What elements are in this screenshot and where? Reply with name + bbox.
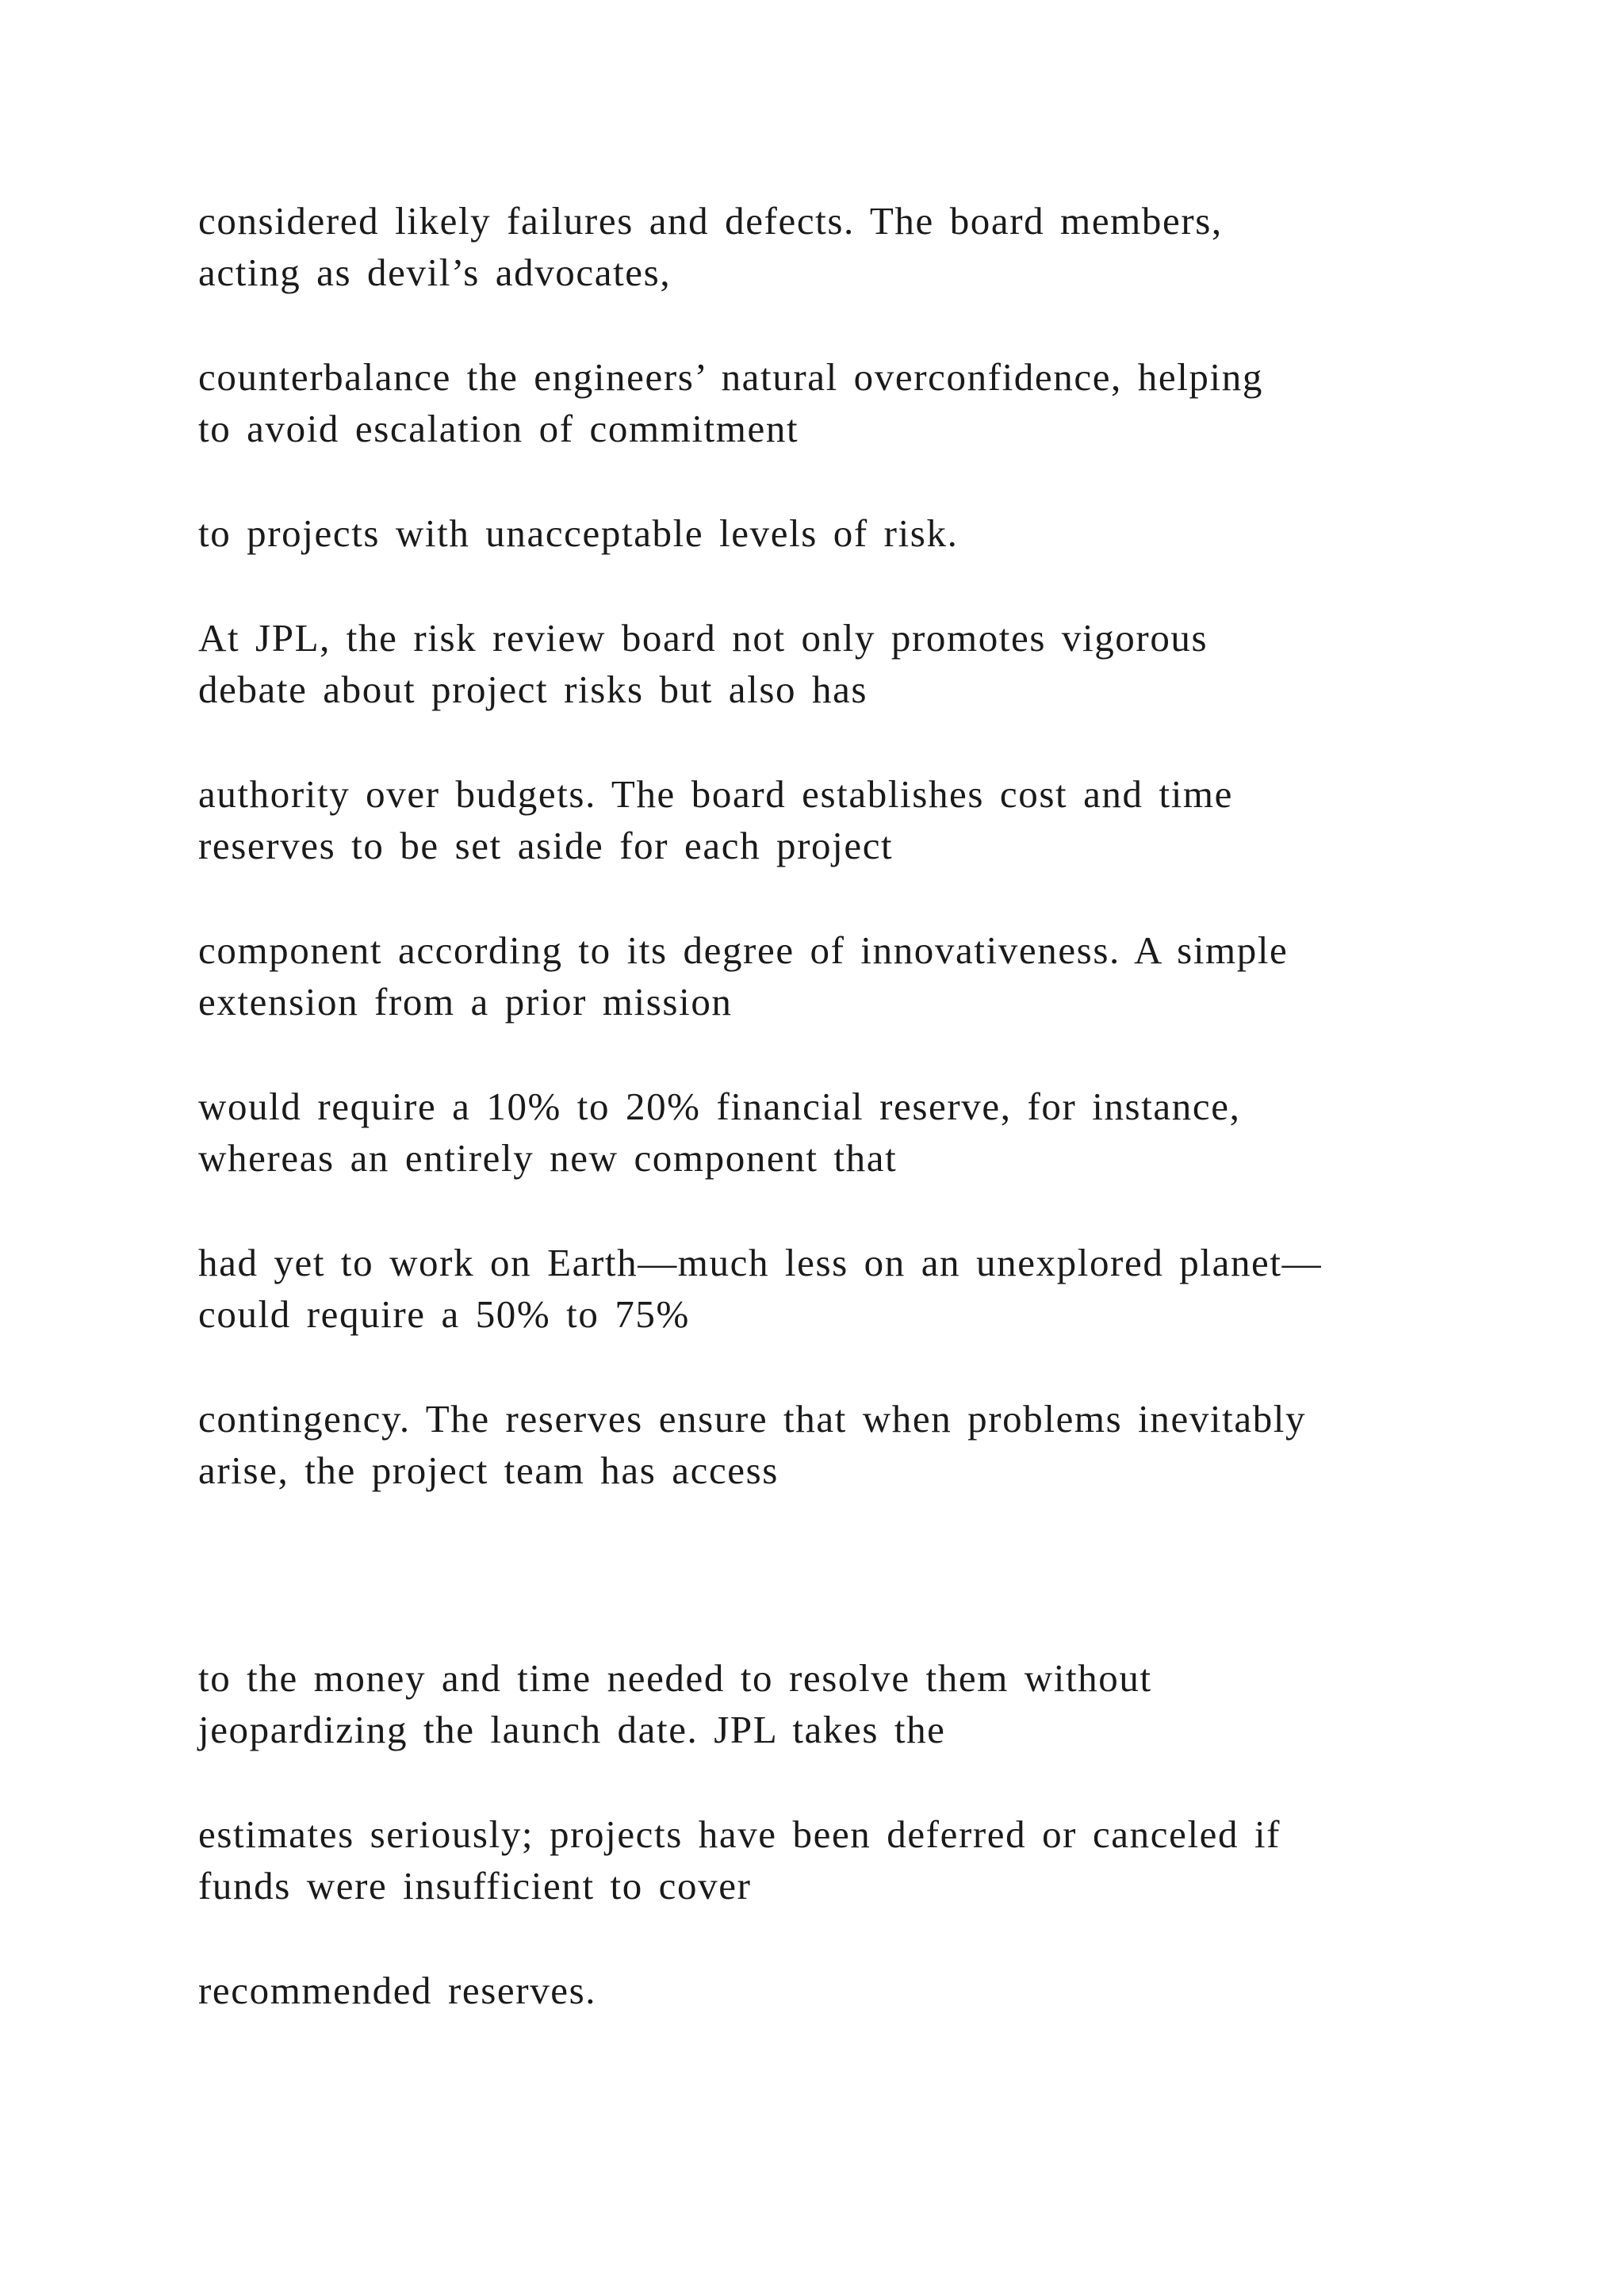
- text-line: At JPL, the risk review board not only promotes vigorous: [198, 616, 1208, 660]
- paragraph-3: [198, 507, 1499, 559]
- text-line: had yet to work on Earth—much less on an unexplored planet—: [198, 1241, 1323, 1284]
- paragraph-7: [198, 1081, 1499, 1184]
- text-line: whereas an entirely new component that: [198, 1136, 898, 1180]
- text-line: contingency. The reserves ensure that when problems inevitably: [198, 1397, 1307, 1441]
- paragraph-5: [198, 768, 1499, 871]
- paragraph-8: [198, 1237, 1499, 1340]
- paragraph-6: [198, 924, 1499, 1027]
- text-line: acting as devil’s advocates,: [198, 251, 672, 294]
- text-line: extension from a prior mission: [198, 980, 733, 1024]
- text-line: funds were insufficient to cover: [198, 1864, 752, 1908]
- paragraph-9: [198, 1393, 1499, 1496]
- text-line: authority over budgets. The board establishes cost and time: [198, 772, 1233, 816]
- text-line: considered likely failures and defects. The board members,: [198, 199, 1223, 243]
- text-line: to avoid escalation of commitment: [198, 407, 799, 450]
- text-line: component according to its degree of innovativeness. A simple: [198, 928, 1289, 972]
- text-line: to the money and time needed to resolve them without: [198, 1656, 1152, 1700]
- text-line: estimates seriously; projects have been deferred or canceled if: [198, 1812, 1281, 1856]
- paragraph-11: [198, 1808, 1499, 1911]
- paragraph-10: [198, 1652, 1499, 1755]
- text-line: counterbalance the engineers’ natural overconfidence, helping: [198, 355, 1263, 399]
- text-line: jeopardizing the launch date. JPL takes the: [198, 1708, 946, 1751]
- paragraph-4: [198, 612, 1499, 715]
- text-line: to projects with unacceptable levels of risk.: [198, 511, 959, 555]
- text-line: arise, the project team has access: [198, 1448, 779, 1492]
- text-line: debate about project risks but also has: [198, 668, 868, 711]
- paragraph-1: [198, 195, 1499, 298]
- paragraph-2: [198, 351, 1499, 454]
- text-line: reserves to be set aside for each project: [198, 824, 894, 867]
- paragraph-12: [198, 1965, 1499, 2016]
- text-line: recommended reserves.: [198, 1969, 597, 2012]
- text-line: would require a 10% to 20% financial reserve, for instance,: [198, 1085, 1241, 1128]
- text-line: could require a 50% to 75%: [198, 1292, 690, 1336]
